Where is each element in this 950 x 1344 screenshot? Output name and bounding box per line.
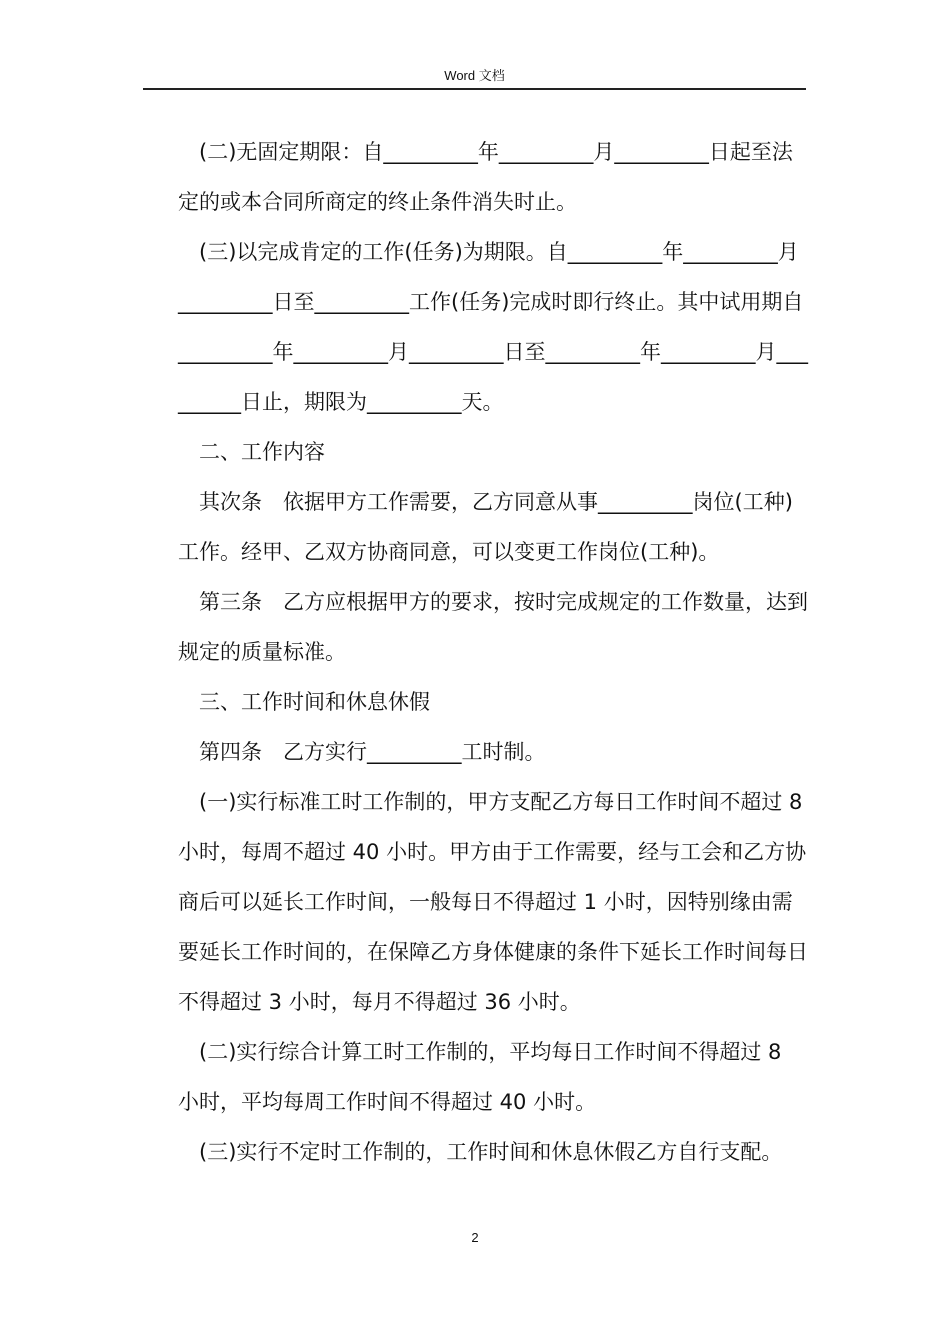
section-heading: 三、工作时间和休息休假 — [199, 690, 430, 714]
paragraph: (三)以完成肯定的工作(任务)为期限。自_________年_________月_________日至_________工作(任务)完成时即行终止。其中试用期自_________年_________月_________日至_________年_________月_________日止，期限为_________天。 — [178, 240, 808, 414]
page-number — [0, 1230, 950, 1245]
paragraph: 第四条 乙方实行_________工时制。 — [199, 740, 546, 764]
paragraph: (一)实行标准工时工作制的，甲方支配乙方每日工作时间不超过 8 小时，每周不超过 40 小时。甲方由于工作需要，经与工会和乙方协商后可以延长工作时间，一般每日不得超过 1 小时，因特别缘由需要延长工作时间的，在保障乙方身体健康的条件下延长工作时间每日不得超过 3 小时，每月不得超过 36 小时。 — [178, 790, 808, 1014]
paragraph: (三)实行不定时工作制的，工作时间和休息休假乙方自行支配。 — [199, 1140, 783, 1164]
header-title: Word 文档 — [444, 68, 505, 83]
paragraph: 第三条 乙方应根据甲方的要求，按时完成规定的工作数量，达到规定的质量标准。 — [178, 590, 808, 664]
paragraph: (二)实行综合计算工时工作制的，平均每日工作时间不得超过 8 小时，平均每周工作时间不得超过 40 小时。 — [178, 1040, 782, 1114]
paragraph: 其次条 依据甲方工作需要，乙方同意从事_________岗位(工种)工作。经甲、乙双方协商同意，可以变更工作岗位(工种)。 — [178, 490, 793, 564]
paragraph: (二)无固定期限：自_________年_________月_________日起至法定的或本合同所商定的终止条件消失时止。 — [178, 140, 793, 214]
page-number-text: 2 — [471, 1230, 479, 1245]
document-body — [178, 127, 808, 1177]
section-heading: 二、工作内容 — [199, 440, 325, 464]
page-header — [143, 66, 806, 90]
